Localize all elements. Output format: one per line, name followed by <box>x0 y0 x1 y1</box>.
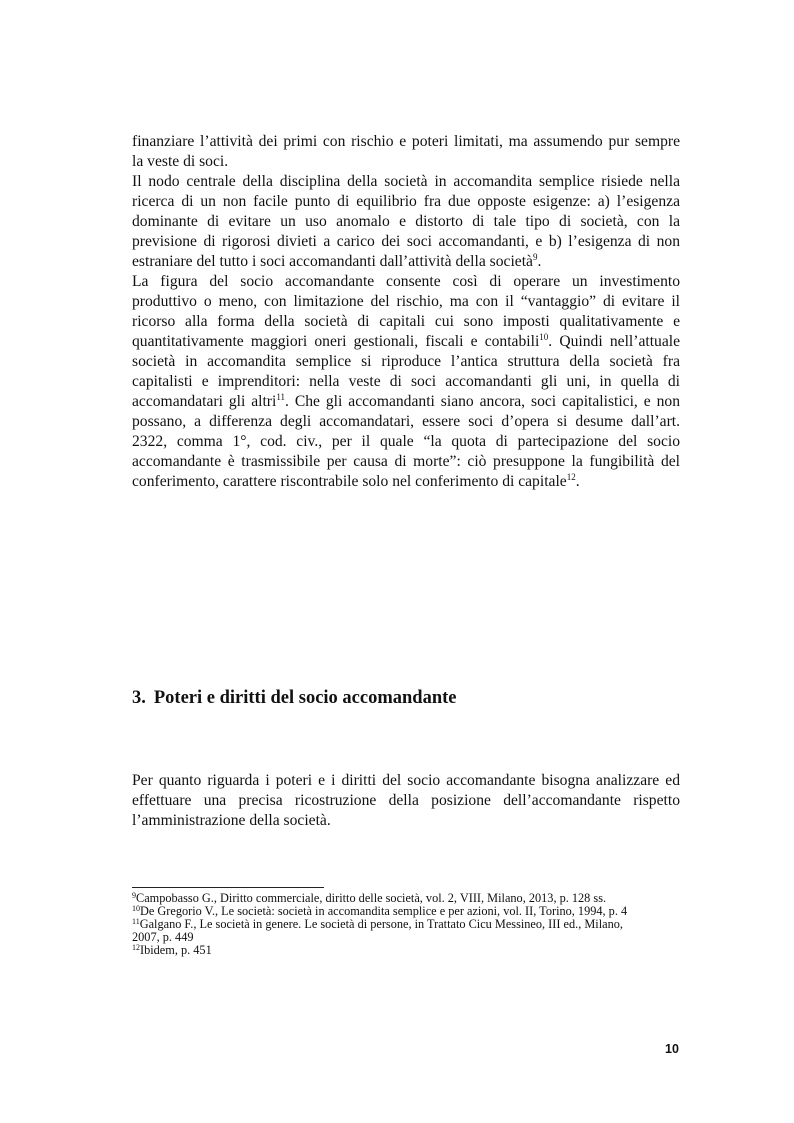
footnote-text: Campobasso G., Diritto commerciale, diritto delle società, vol. 2, VIII, Milano, 2013, p. 128 ss. <box>136 891 607 905</box>
footnote <box>132 944 692 957</box>
section-number: 3. <box>132 688 146 708</box>
body-line-text: estraniare del tutto i soci accomandanti dall’attività della società <box>132 253 533 270</box>
body-line: ricorso alla forma della società di capitali cui sono imposti qualitativamente e <box>132 313 680 330</box>
body-line-text: . <box>575 473 580 490</box>
body-line: previsione di rigorosi divieti a carico dei soci accomandanti, e b) l’esigenza di non <box>132 233 680 250</box>
footnote-number: 12 <box>132 943 140 952</box>
footnote <box>132 918 692 931</box>
body-line: la veste di soci. <box>132 153 229 170</box>
body-line: effettuare una precisa ricostruzione della posizione dell’accomandante rispetto <box>132 792 680 809</box>
footnote-text: Galgano F., Le società in genere. Le società di persone, in Trattato Cicu Messineo, III ed., Milano, <box>139 917 623 931</box>
body-line: Per quanto riguarda i poteri e i diritti del socio accomandante bisogna analizzare ed <box>132 772 680 789</box>
body-line: società in accomandita semplice si riproduce l’antica struttura della società fra <box>132 353 680 370</box>
body-line: capitalisti e imprenditori: nella veste di soci accomandanti gli uni, in quella di <box>132 373 680 390</box>
footnote-number: 9 <box>132 891 136 900</box>
body-line: La figura del socio accomandante consente così di operare un investimento <box>132 273 680 290</box>
body-line: possano, a differenza degli accomandatari, essere soci d’opera si desume dall’art. <box>132 413 680 430</box>
footnote-continuation <box>132 931 692 944</box>
body-line-text: conferimento, carattere riscontrabile solo nel conferimento di capitale <box>132 473 567 490</box>
footnote-marker-10: 10 <box>539 332 549 342</box>
body-line <box>132 392 680 412</box>
footnote-marker-9: 9 <box>532 252 538 262</box>
body-line <box>132 252 680 272</box>
section-title: Poteri e diritti del socio accomandante <box>153 688 457 708</box>
body-line <box>132 472 680 492</box>
body-line: ricerca di un non facile punto di equilibrio fra due opposte esigenze: a) l’esigenza <box>132 193 680 210</box>
footnote-marker-12: 12 <box>566 472 576 482</box>
footnote-text: 2007, p. 449 <box>132 930 194 944</box>
body-line: 2322, comma 1°, cod. civ., per il quale “la quota di partecipazione del socio <box>132 433 680 450</box>
footnote-separator <box>132 887 324 888</box>
body-line <box>132 332 680 352</box>
body-line-text: . <box>537 253 542 270</box>
body-line-text: quantitativamente maggiori oneri gestionali, fiscali e contabili <box>132 333 540 350</box>
section-text <box>132 771 680 831</box>
footnote-marker-11: 11 <box>276 392 286 402</box>
footnote-number: 11 <box>132 917 140 926</box>
body-line: Il nodo centrale della disciplina della società in accomandita semplice risiede nella <box>132 173 680 190</box>
body-line: accomandante è trasmissibile per causa di morte”: ciò presuppone la fungibilità del <box>132 453 680 470</box>
body-line: dominante di evitare un uso anomalo e distorto di tale tipo di società, con la <box>132 213 680 230</box>
body-text <box>132 132 680 492</box>
body-line: produttivo o meno, con limitazione del rischio, ma con il “vantaggio” di evitare il <box>132 293 680 310</box>
footnote-text: Ibidem, p. 451 <box>140 943 212 957</box>
footnote-text: De Gregorio V., Le società: società in accomandita semplice e per azioni, vol. II, Torino, 1994, p. 4 <box>140 904 628 918</box>
footnote-number: 10 <box>132 904 140 913</box>
page-number: 10 <box>665 1042 679 1056</box>
body-line: l’amministrazione della società. <box>132 812 331 829</box>
footnotes <box>132 892 692 957</box>
body-line: finanziare l’attività dei primi con rischio e poteri limitati, ma assumendo pur sempre <box>132 133 680 150</box>
body-line-text: . Quindi nell’attuale <box>548 333 680 350</box>
body-line-text: . Che gli accomandanti siano ancora, soci capitalistici, e non <box>285 393 680 410</box>
section-heading <box>132 688 457 709</box>
body-line-text: accomandatari gli altri <box>132 393 277 410</box>
